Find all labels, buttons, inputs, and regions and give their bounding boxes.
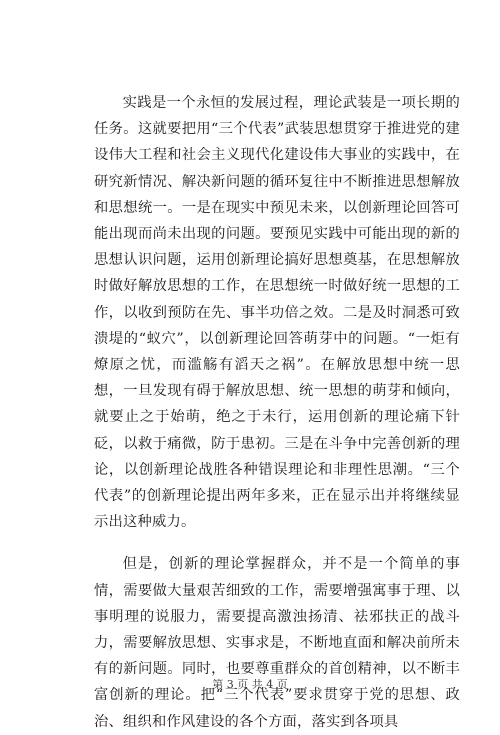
paragraph-2: 但是，创新的理论掌握群众，并不是一个简单的事情，需要做大量艰苦细致的工作，需要增强寓事于理、以事明理的说服力，需要提高激浊扬清、祛邪扶正的战斗力，需要解放思想、实事求是，不断地直面和解决前所未有的新问题。同时，也要尊重群众的首创精神，以不断丰富创新的理论。把“三个代表”要求贯穿于党的思想、政治、组织和作风建设的各个方面，落实到各项具 [94,556,460,730]
paragraph-1: 实践是一个永恒的发展过程，理论武装是一项长期的任务。这就要把用“三个代表”武装思想贯穿于推进党的建设伟大工程和社会主义现代化建设伟大事业的实践中，在研究新情况、解决新问题的循环复往中不断推进思想解放和思想统一。一是在现实中预见未来，以创新理论回答可能出现而尚未出现的问题。要预见实践中可能出现的新的思想认识问题，运用创新理论搞好思想奠基，在思想解放时做好解放思想的工作，在思想统一时做好统一思想的工作，以收到预防在先、事半功倍之效。二是及时洞悉可致溃堤的“蚁穴”，以创新理论回答萌芽中的问题。“一炬有燎原之忧，而滥觞有滔天之祸”。在解放思想中统一思想，一旦发现有碍于解放思想、统一思想的萌芽和倾向，就要止之于始萌，绝之于未行，运用创新的理论痛下针砭，以救于痛微，防于患初。三是在斗争中完善创新的理论，以创新理论战胜各种错误理论和非理性思潮。“三个代表”的创新理论提出两年多来，正在显示出并将继续显示出这种威力。 [94,95,460,531]
page-number-footer: 第 3 页 共 4 页 [212,678,288,691]
document-body [94,90,460,735]
